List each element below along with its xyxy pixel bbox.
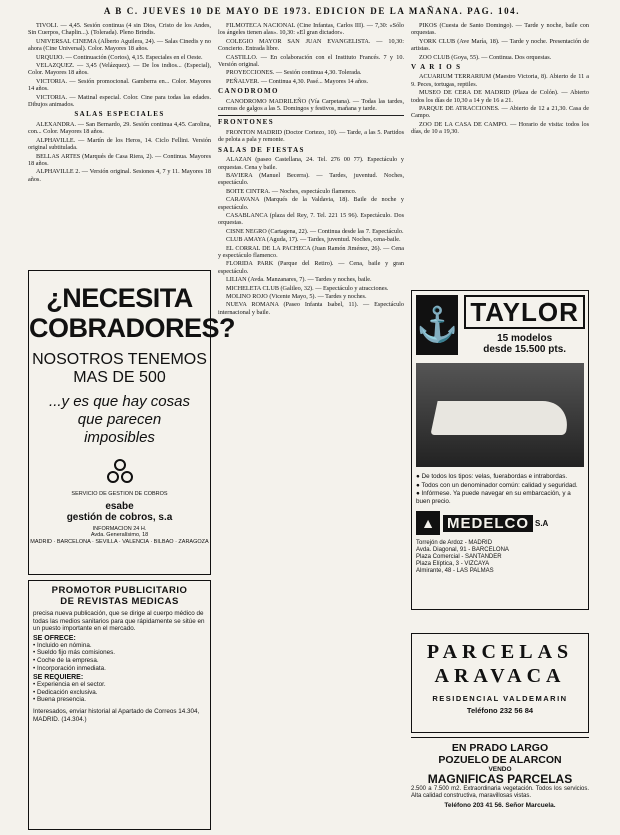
ad-headline: MAGNIFICAS PARCELAS bbox=[427, 772, 573, 786]
section-title-salas: SALAS ESPECIALES bbox=[74, 110, 165, 119]
ad-subtitle: VENDO bbox=[488, 766, 512, 773]
listing-paragraph: PIKOS (Cuesta de Santo Domingo). — Tarde y noche, baile con orquestas. bbox=[411, 22, 589, 37]
dealer-address: Torrejón de Ardoz - MADRID bbox=[416, 540, 493, 547]
ad-req-item: • Dedicación exclusiva. bbox=[33, 688, 98, 696]
listing-paragraph: ZOO CLUB (Goya, 55). — Continua. Dos orquestas. bbox=[419, 53, 552, 61]
ad-promotor bbox=[28, 580, 211, 830]
listing-paragraph: MUSEO DE CERA DE MADRID (Plaza de Colón). — Abierto todos los días de 10,30 a 14 y de 16 a 21. bbox=[411, 89, 589, 104]
boat-photo bbox=[416, 363, 584, 467]
listing-paragraph: FILMOTECA NACIONAL (Cine Infantas, Carlos III). — 7,30: «Sólo los ángeles tienen alas». 10,30: «El gran dictador». bbox=[218, 22, 404, 37]
ad-offer-item: • Incluido en nómina. bbox=[33, 641, 92, 649]
column-middle bbox=[218, 22, 404, 827]
listing-paragraph: CASTILLO. — En colaboración con el Instituto Francés. 7 y 10. Versión original. bbox=[218, 53, 404, 69]
listing-paragraph: UNIVERSAL CINEMA (Alberto Aguilera, 24). — Salas Cinedis y no ahora (Cine Universal). Color. Mayores 18 años. bbox=[28, 37, 211, 53]
ad-text: MAS DE 500 bbox=[73, 369, 166, 386]
listing-paragraph: MOLINO ROJO (Vicente Mayo, 5). — Tardes y noches. bbox=[226, 293, 367, 300]
ad-text: imposibles bbox=[84, 429, 155, 446]
listing-paragraph: PEÑALVER. — Continua 4,30. Pasé... Mayores 14 años. bbox=[226, 77, 369, 85]
dealer-address: Almirante, 48 - LAS PALMAS bbox=[416, 568, 494, 575]
listing-paragraph: CANODROMO MADRILEÑO (Vía Carpetana). — Todas las tardes, carreras de galgos a las 5. Domingos y festivos, mañana y tarde. bbox=[218, 97, 404, 113]
anchor-icon: ⚓ bbox=[416, 295, 458, 355]
ad-brand: gestión de cobros, s.a bbox=[66, 511, 173, 523]
ad-text: NOSOTROS TENEMOS bbox=[32, 351, 207, 368]
taylor-logo: TAYLOR bbox=[464, 295, 585, 329]
listing-paragraph: BOITE CINTRA. — Noches, espectáculo flamenco. bbox=[226, 187, 357, 195]
ad-offer-item: • Incorporación inmediata. bbox=[33, 664, 106, 672]
ad-footer: Interesados, enviar historial al Apartado de Correos 14.304, MADRID. (14.304.) bbox=[33, 707, 200, 723]
listing-paragraph: TIVOLI. — 4,45. Sesión continua (4 sin Dios, Cristo de los Andes, Sin Cuerpos, Chaplin...). (Tolerada). Pleno Brindis. bbox=[28, 22, 211, 37]
ad-offer-item: • Sueldo fijo más comisiones. bbox=[33, 649, 116, 657]
ad-headline: POZUELO DE ALARCON bbox=[438, 754, 562, 766]
section-title-varios: V A R I O S bbox=[411, 63, 462, 72]
listing-paragraph: LILIAN (Avda. Manzanares, 7). — Tardes y noches, baile. bbox=[226, 276, 372, 284]
listing-paragraph: VICTORIA. — Matinal especial. Color. Cine para todas las edades. Dibujos animados. bbox=[28, 93, 211, 109]
ad-price: desde 15.500 pts. bbox=[483, 344, 567, 355]
listing-paragraph: EL CORRAL DE LA PACHECA (Juan Ramón Jiménez, 26). — Cena y espectáculo flamenco. bbox=[218, 244, 404, 259]
ad-req-item: • Buena presencia. bbox=[33, 696, 86, 704]
ad-body: 2.500 a 7.500 m2. Extraordinaria vegetación. Todos los servicios. Alta calidad constructiva, maravillosas vistas. bbox=[411, 786, 589, 799]
dealer-suffix: S.A bbox=[535, 518, 549, 528]
listing-paragraph: NUEVA ROMANA (Paseo Infanta Isabel, 11). — Espectáculo internacional y baile. bbox=[218, 301, 404, 316]
listing-paragraph: FLORIDA PARK (Parque del Retiro). — Cena, baile y gran espectáculo. bbox=[218, 260, 404, 275]
listing-paragraph: PARQUE DE ATRACCIONES. — Abierto de 12 a 21,30. Casa de Campo. bbox=[411, 105, 589, 120]
listing-paragraph: URQUIJO. — Continuación (Cortos), 4,15. Especiales en el Oeste. bbox=[36, 53, 203, 61]
column-right bbox=[411, 22, 589, 287]
listing-paragraph: VICTORIA. — Sesión promocional. Gamberra en... Color. Mayores 14 años. bbox=[28, 77, 211, 93]
ad-offer-item: • Coche de la empresa. bbox=[33, 656, 99, 664]
listing-paragraph: ALEXANDRA. — San Bernardo, 29. Sesión continua 4,45. Carolina, con... Color. Mayores 18 años. bbox=[28, 120, 211, 136]
listing-paragraph: BELLAS ARTES (Marqués de Casa Riera, 2). — Continua. Mayores 18 años. bbox=[28, 152, 211, 167]
ad-address: Avda. Generalísimo, 18 bbox=[90, 532, 149, 538]
listing-paragraph: ALAZAN (paseo Castellana, 24. Tel. 276 00 77). Espectáculo y orquestas. Cena y baile. bbox=[218, 156, 404, 171]
listing-paragraph: CISNE NEGRO (Cartagena, 22). — Continua desde las 7. Espectáculo. bbox=[226, 227, 404, 235]
ad-headline: DE REVISTAS MEDICAS bbox=[60, 596, 179, 607]
listing-paragraph: MICHELETA CLUB (Galileo, 32). — Espectáculo y atracciones. bbox=[226, 284, 389, 292]
ad-headline: EN PRADO LARGO bbox=[451, 742, 549, 754]
listing-paragraph: VELAZQUEZ. — 3,45 (Velázquez). — De los indios... (Especial), Color. Mayores 18 años. bbox=[28, 62, 211, 77]
page-header: A B C. JUEVES 10 DE MAYO DE 1973. EDICION DE LA MAÑANA. PAG. 104. bbox=[103, 6, 521, 16]
listing-paragraph: BAVIERA (Manuel Becerra). — Tardes, juventud. Noches, espectáculo. bbox=[218, 171, 404, 187]
ad-offices: MADRID · BARCELONA · SEVILLA · VALENCIA · BILBAO · ZARAGOZA bbox=[30, 538, 209, 545]
ad-brand: esabe bbox=[105, 500, 134, 512]
listing-paragraph: COLEGIO MAYOR SAN JUAN EVANGELISTA. — 10,30: Concierto. Entrada libre. bbox=[218, 37, 404, 53]
medelco-logo-icon: ▲ bbox=[416, 511, 440, 535]
listing-paragraph: ALPHAVILLE. — Martín de los Heros, 14. Ciclo Fellini. Versión original subtitulada. bbox=[28, 136, 211, 152]
section-title-canodromo: CANODROMO bbox=[218, 87, 279, 96]
ad-cobradores bbox=[28, 270, 236, 575]
dealer-name: MEDELCO bbox=[443, 515, 533, 532]
esabe-logo-icon bbox=[105, 457, 135, 487]
listing-paragraph: ZOO DE LA CASA DE CAMPO. — Horario de visita: todos los días, de 10 a 19,30. bbox=[411, 120, 589, 136]
ad-text: ...y es que hay cosas bbox=[49, 393, 190, 410]
ad-info: INFORMACION 24 H. bbox=[92, 525, 147, 532]
listing-paragraph: ACUARIUM TERRARIUM (Maestro Victoria, 8). Abierto de 11 a 9. Peces, tortugas, reptiles. bbox=[411, 73, 589, 88]
ad-offer-title: SE OFRECE: bbox=[33, 634, 76, 642]
listing-paragraph: CARAVANA (Marqués de la Valdavia, 18). Baile de noche y espectáculo. bbox=[218, 196, 404, 211]
ad-list-item: ● Todos con un denominador común: calidad y seguridad. bbox=[416, 481, 578, 489]
ad-headline: ¿NECESITA bbox=[46, 283, 193, 313]
listing-paragraph: YORK CLUB (Ave María, 18). — Tarde y noche. Presentación de artistas. bbox=[411, 37, 589, 53]
ad-models: 15 modelos bbox=[497, 333, 553, 344]
listing-paragraph: FRONTON MADRID (Doctor Cortezo, 10). — Tarde, a las 5. Partidos de pelota a pala y remonte. bbox=[218, 128, 404, 144]
ad-req-title: SE REQUIERE: bbox=[33, 674, 84, 682]
listing-paragraph: CLUB AMAYA (Aguda, 17). — Tardes, juventud. Noches, cena-baile. bbox=[226, 236, 401, 244]
ad-parcelas-aravaca bbox=[411, 633, 589, 733]
listing-paragraph: CASABLANCA (plaza del Rey, 7. Tel. 221 15 96). Espectáculo. Dos orquestas. bbox=[218, 211, 404, 227]
section-title-frontones: FRONTONES bbox=[218, 118, 275, 127]
ad-headline: PROMOTOR PUBLICITARIO bbox=[51, 585, 188, 596]
dealer-address: Avda. Diagonal, 91 - BARCELONA bbox=[416, 547, 509, 554]
ad-list-item: ● Infórmese. Ya puede navegar en su embarcación, y a buen precio. bbox=[416, 490, 571, 505]
ad-body: precisa nueva publicación, que se dirige al cuerpo médico de todas las medios sanitarios para que rápidamente se sitúe en un puesto importante en el mercado. bbox=[33, 610, 205, 633]
ad-headline: PARCELAS bbox=[426, 641, 574, 663]
ad-headline: COBRADORES? bbox=[29, 313, 236, 343]
ad-headline: ARAVACA bbox=[434, 665, 566, 687]
ad-taylor bbox=[411, 290, 589, 610]
ad-subtitle: RESIDENCIAL VALDEMARIN bbox=[432, 694, 568, 703]
ad-phone: Teléfono 203 41 56. Señor Marcuela. bbox=[444, 802, 556, 809]
dealer-address: Plaza Elíptica, 3 - VIZCAYA bbox=[416, 561, 490, 568]
ad-phone: Teléfono 232 56 84 bbox=[466, 706, 534, 715]
section-title-fiestas: SALAS DE FIESTAS bbox=[218, 145, 305, 154]
ad-prado-largo bbox=[411, 737, 589, 829]
listing-paragraph: PROYECCIONES. — Sesión continua 4,30. Tolerada. bbox=[226, 69, 362, 77]
column-left bbox=[28, 22, 211, 184]
ad-text: que parecen bbox=[77, 411, 162, 428]
ad-list-item: ● De todos los tipos: velas, fuerabordas e intrabordas. bbox=[416, 473, 568, 480]
ad-subtitle: SERVICIO DE GESTION DE COBROS bbox=[71, 491, 168, 497]
listing-paragraph: ALPHAVILLE 2. — Versión original. Sesiones 4, 7 y 11. Mayores 18 años. bbox=[28, 168, 211, 183]
ad-req-item: • Experiencia en el sector. bbox=[33, 681, 106, 689]
dealer-address: Plaza Comercial - SANTANDER bbox=[416, 554, 502, 561]
divider bbox=[218, 115, 404, 116]
